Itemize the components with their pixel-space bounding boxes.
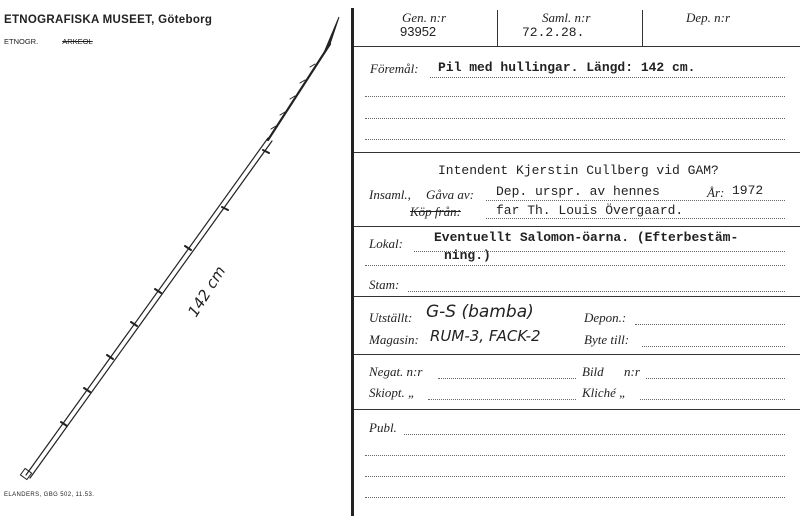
department-archaeology-struck: ARKEOL — [62, 37, 93, 46]
gava-label: Gåva av: — [426, 187, 475, 202]
dep-nr-label: Dep. n:r — [686, 10, 731, 25]
magasin-bottom-rule — [354, 354, 800, 355]
card-divider — [351, 8, 354, 516]
publ-line-3 — [365, 476, 785, 477]
skiopt-bottom-rule — [354, 409, 800, 410]
skiopt-label: Skiopt. „ — [369, 385, 416, 400]
byte-line — [642, 346, 785, 347]
stam-label: Stam: — [369, 277, 400, 292]
foremal-line-4 — [365, 139, 785, 140]
arrow-shaft-left — [26, 138, 268, 475]
depon-label: Depon.: — [584, 310, 627, 325]
lokal-label: Lokal: — [369, 236, 403, 251]
publ-line-4 — [365, 497, 785, 498]
foremal-line-1 — [430, 77, 785, 78]
saml-nr-label: Saml. n:r — [542, 10, 591, 25]
depon-line — [635, 324, 785, 325]
printer-imprint: ELANDERS, GBG 502, 11.53. — [4, 492, 95, 498]
length-note: 142 cm — [184, 262, 230, 321]
magasin-label: Magasin: — [369, 332, 419, 347]
insaml-label: Insaml., — [369, 187, 411, 202]
magasin-value: RUM-3, FACK-2 — [430, 327, 541, 345]
stam-line — [408, 291, 785, 292]
stam-bottom-rule — [354, 296, 800, 297]
foremal-bottom-rule — [354, 152, 800, 153]
kop-line — [486, 218, 785, 219]
negat-line — [438, 378, 576, 379]
gen-nr-value: 93952 — [400, 24, 437, 39]
foremal-line-2 — [365, 96, 785, 97]
foremal-line-3 — [365, 118, 785, 119]
saml-nr-value: 72.2.28. — [522, 25, 585, 40]
arrow-barbs — [268, 44, 330, 140]
lokal-value-2: ning.) — [444, 248, 491, 263]
arrow-bindings — [61, 150, 269, 426]
lokal-line-1 — [414, 251, 785, 252]
intendent-note: Intendent Kjerstin Cullberg vid GAM? — [438, 163, 719, 178]
foremal-value: Pil med hullingar. Längd: 142 cm. — [438, 60, 696, 75]
publ-line-1 — [404, 434, 785, 435]
bild-nr-label: n:r — [624, 364, 640, 379]
lokal-line-2 — [365, 265, 785, 266]
kliche-line — [640, 399, 785, 400]
top-boxes-bottom-rule — [354, 46, 800, 47]
kop-label: Köp från: — [410, 204, 461, 219]
skiopt-line — [428, 399, 576, 400]
publ-label: Publ. — [369, 420, 397, 435]
gen-nr-label: Gen. n:r — [402, 10, 447, 25]
negat-label: Negat. n:r — [369, 364, 423, 379]
kliche-label: Kliché „ — [582, 385, 627, 400]
lokal-value-1: Eventuellt Salomon-öarna. (Efterbestäm- — [434, 230, 739, 245]
department-ethnography: ETNOGR. — [4, 37, 39, 46]
utstallt-label: Utställt: — [369, 310, 413, 325]
byte-label: Byte till: — [584, 332, 630, 347]
publ-line-2 — [365, 455, 785, 456]
kop-value: far Th. Louis Övergaard. — [496, 203, 684, 218]
arrow-shaft-right — [30, 141, 272, 478]
museum-title: ETNOGRAFISKA MUSEET, Göteborg — [4, 14, 213, 26]
gava-value: Dep. urspr. av hennes — [496, 184, 660, 199]
ar-label: År: — [707, 185, 725, 200]
ar-value: 1972 — [732, 183, 764, 198]
bild-label: Bild — [582, 364, 604, 379]
gava-line — [486, 200, 785, 201]
bild-line — [646, 378, 785, 379]
arrow-drawing — [0, 0, 352, 518]
box-separator-2 — [642, 10, 643, 46]
utstallt-value: G-S (bamba) — [426, 302, 534, 322]
box-separator-1 — [497, 10, 498, 46]
insamling-bottom-rule — [354, 226, 800, 227]
foremal-label: Föremål: — [370, 61, 419, 76]
